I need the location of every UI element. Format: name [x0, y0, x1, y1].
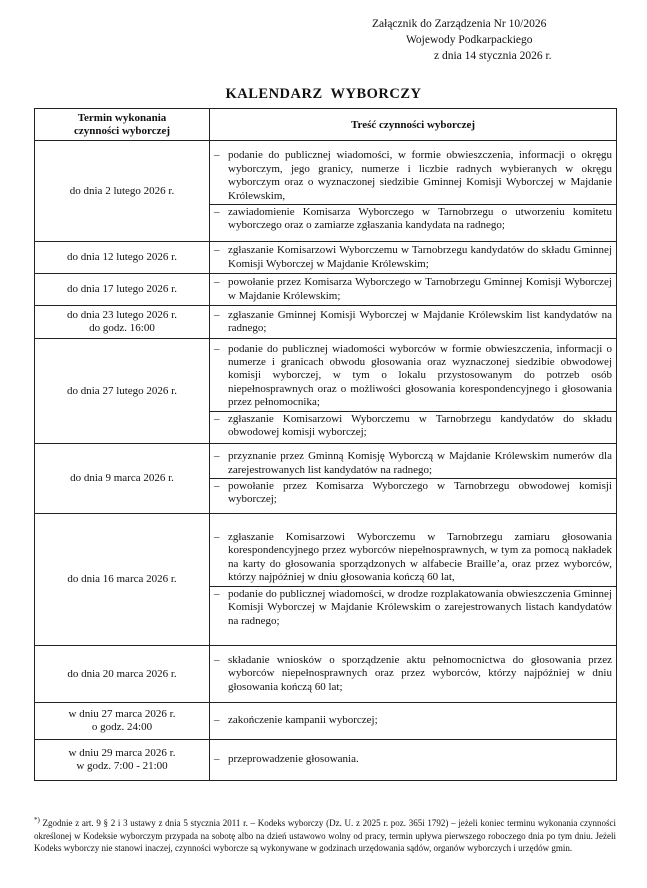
table-row [35, 703, 617, 740]
dash-bullet: – [214, 653, 220, 666]
dash-bullet: – [214, 753, 220, 766]
activity-text: zgłaszanie Komisarzowi Wyborczemu w Tarnobrzegu zamiaru głosowania korespondencyjnego przez wyborców niepełnosprawnych, w tym za pomocą nakładek na karty do głosowania sporządzonych w alfabecie Braille’a, oraz przez wyborców, którzy najpóźniej w dniu głosowania kończą 60 lat, [228, 531, 612, 584]
activity-item [210, 411, 616, 441]
term-line: do dnia 16 marca 2026 r. [67, 573, 177, 585]
dash-bullet: – [214, 244, 220, 257]
term-cell [35, 242, 210, 274]
dash-bullet: – [214, 342, 220, 355]
table-row [35, 306, 617, 339]
term-line: do dnia 12 lutego 2026 r. [67, 251, 177, 263]
activity-item [210, 275, 616, 304]
column-header-term [35, 109, 210, 141]
activity-item [210, 308, 616, 337]
term-line: do dnia 17 lutego 2026 r. [67, 283, 177, 295]
term-line: do dnia 2 lutego 2026 r. [69, 184, 175, 197]
table-row [35, 514, 617, 646]
term-line: w dniu 27 marca 2026 r. [68, 708, 176, 720]
table-row [35, 141, 617, 242]
term-cell [35, 444, 210, 514]
description-cell [210, 141, 617, 242]
description-cell [210, 339, 617, 444]
term-cell [35, 306, 210, 339]
description-cell [210, 646, 617, 703]
term-line: w dniu 29 marca 2026 r. [68, 747, 176, 759]
activity-text: podanie do publicznej wiadomości, w formie obwieszczenia, informacji o okręgu wyborczym, jego granicy, numerze i liczbie radnych wybieranych w okręgu wyborczym oraz o wyznaczonej siedzibie Gminnej Komisji Wyborczej w Majdanie Królewskim, [228, 149, 612, 202]
dash-bullet: – [214, 587, 220, 600]
table-row [35, 274, 617, 306]
term-line: do dnia 20 marca 2026 r. [67, 667, 177, 680]
activity-text: zakończenie kampanii wyborczej; [228, 714, 378, 727]
dash-bullet: – [214, 412, 220, 425]
dash-bullet: – [214, 276, 220, 289]
activity-text: przyznanie przez Gminną Komisję Wyborczą w Majdanie Królewskim numerów dla zarejestrowanych list kandydatów na radnego; [228, 450, 612, 476]
dash-bullet: – [214, 149, 220, 162]
table-row [35, 339, 617, 444]
attachment-header [372, 16, 602, 64]
activity-text: podanie do publicznej wiadomości wyborców w formie obwieszczenia, informacji o numerze i granicach obwodu głosowania oraz wyznaczonej siedzibie obwodowej komisji wyborczej, w tym o lokalu przystosowanym do potrzeb osób niepełnosprawnych oraz o możliwości głosowania korespondencyjnego i głosowania przez pełnomocnika; [228, 342, 612, 409]
activity-item [210, 530, 616, 586]
activity-text: zgłaszanie Gminnej Komisji Wyborczej w Majdanie Królewskim list kandydatów na radnego; [228, 308, 612, 334]
term-line: do godz. 16:00 [89, 322, 155, 334]
term-cell [35, 274, 210, 306]
column-header-term-line-2: czynności wyborczej [73, 124, 171, 137]
description-cell [210, 740, 617, 781]
term-cell [35, 646, 210, 703]
description-cell [210, 306, 617, 339]
table-row [35, 242, 617, 274]
footnote [34, 814, 616, 855]
term-line: w godz. 7:00 - 21:00 [76, 760, 168, 772]
dash-bullet: – [214, 714, 220, 727]
table-header-row [35, 109, 617, 141]
table-body [35, 141, 617, 781]
dash-bullet: – [214, 531, 220, 544]
description-cell [210, 274, 617, 306]
election-calendar-table [34, 108, 617, 781]
activity-item [210, 653, 616, 695]
table-row [35, 444, 617, 514]
attachment-line-1: Załącznik do Zarządzenia Nr 10/2026 [372, 18, 547, 30]
description-cell [210, 703, 617, 740]
activity-text: zgłaszanie Komisarzowi Wyborczemu w Tarnobrzegu kandydatów do składu obwodowej komisji wyborczej; [228, 412, 612, 439]
description-cell [210, 242, 617, 274]
activity-text: podanie do publicznej wiadomości, w drodze rozplakatowania obwieszczenia Gminnej Komisji Wyborczej w Majdanie Królewskim o zarejestrowanych listach kandydatów na radnego; [228, 587, 612, 627]
term-line: do dnia 23 lutego 2026 r. [67, 309, 177, 321]
page-title: KALENDARZ WYBORCZY [225, 86, 422, 102]
column-header-description: Treść czynności wyborczej [210, 109, 617, 141]
activity-item [210, 449, 616, 478]
dash-bullet: – [214, 308, 220, 321]
activity-item [210, 713, 616, 728]
term-cell [35, 740, 210, 781]
term-cell [35, 514, 210, 646]
term-line: do dnia 27 lutego 2026 r. [67, 384, 177, 397]
activity-item [210, 204, 616, 234]
table-row [35, 740, 617, 781]
activity-item [210, 586, 616, 629]
column-header-term-line-1: Termin wykonania [77, 111, 167, 124]
activity-item [210, 752, 616, 767]
activity-text: zgłaszanie Komisarzowi Wyborczemu w Tarnobrzegu kandydatów do składu Gminnej Komisji Wyborczej w Majdanie Królewskim; [228, 244, 612, 270]
activity-text: zawiadomienie Komisarza Wyborczego w Tarnobrzegu o utworzeniu komitetu wyborczego oraz o zamiarze zgłaszania kandydata na radnego; [228, 205, 612, 232]
footnote-marker: *) [34, 816, 40, 824]
activity-item [210, 243, 616, 272]
description-cell [210, 444, 617, 514]
activity-item [210, 342, 616, 411]
dash-bullet: – [214, 480, 220, 492]
term-cell [35, 339, 210, 444]
table-row [35, 646, 617, 703]
activity-text: powołanie przez Komisarza Wyborczego w Tarnobrzegu obwodowej komisji wyborczej; [228, 480, 612, 506]
activity-item [210, 148, 616, 204]
footnote-text: Zgodnie z art. 9 § 2 i 3 ustawy z dnia 5 stycznia 2011 r. – Kodeks wyborczy (Dz. U. z 2025 r. poz. 365i 1792) – jeżeli koniec terminu wykonania czynności określonej w Kodeksie wyborczym przypada na sobotę albo na dzień ustawowo wolny od pracy, termin upływa pierwszego roboczego dnia po tym dniu. Jeżeli Kodeks wyborczy nie stanowi inaczej, czynności wyborcze są wykonywane w godzinach urzędowania sądów, organów wyborczych i urzędów gmin. [34, 818, 617, 853]
attachment-line-2: Wojewody Podkarpackiego [406, 34, 533, 46]
description-cell [210, 514, 617, 646]
dash-bullet: – [214, 450, 220, 463]
activity-text: powołanie przez Komisarza Wyborczego w Tarnobrzegu Gminnej Komisji Wyborczej w Majdanie Królewskim; [228, 276, 612, 302]
term-cell [35, 703, 210, 740]
term-cell [35, 141, 210, 242]
activity-text: składanie wniosków o sporządzenie aktu pełnomocnictwa do głosowania przez wyborców niepełnosprawnych oraz przez wyborców, którzy najpóźniej w dniu głosowania kończą 60 lat; [228, 653, 612, 693]
activity-text: przeprowadzenie głosowania. [228, 753, 359, 766]
attachment-line-3: z dnia 14 stycznia 2026 r. [434, 50, 552, 62]
term-line: do dnia 9 marca 2026 r. [70, 472, 174, 484]
term-line: o godz. 24:00 [91, 721, 153, 733]
dash-bullet: – [214, 205, 220, 218]
activity-item [210, 478, 616, 508]
